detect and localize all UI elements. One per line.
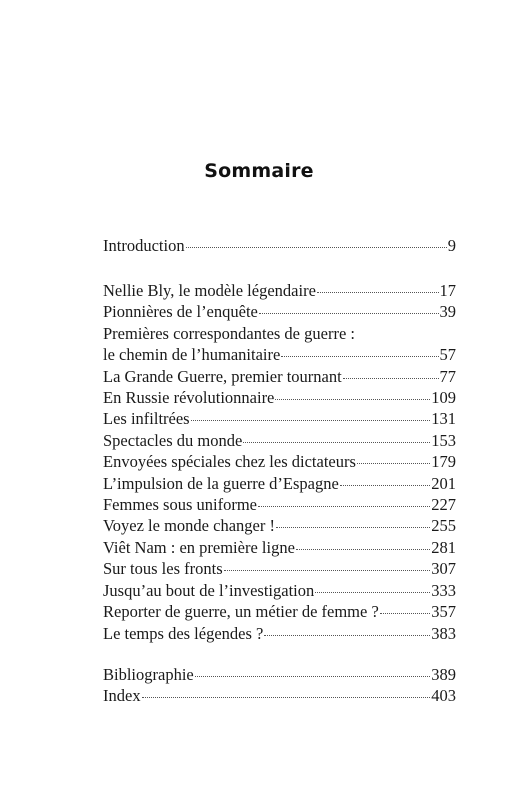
toc-entry-bibliographie xyxy=(103,664,456,685)
dot-leader xyxy=(317,292,439,293)
toc-entry-page: 403 xyxy=(431,686,456,706)
dot-leader xyxy=(259,313,439,314)
toc-entry-page: 109 xyxy=(431,388,456,408)
toc-entry-label: Nellie Bly, le modèle légendaire xyxy=(103,281,316,300)
toc-entry xyxy=(103,280,456,301)
toc-entry-page: 201 xyxy=(431,473,456,493)
toc-entry-label: La Grande Guerre, premier tournant xyxy=(103,366,342,386)
toc-entry xyxy=(103,473,456,494)
toc-entry xyxy=(103,387,456,408)
toc-entry xyxy=(103,601,456,622)
toc-entry-page: 17 xyxy=(439,281,456,300)
toc-entry-label-line1: Premières correspondantes de guerre : xyxy=(103,323,355,343)
toc-entry-label: Le temps des légendes ? xyxy=(103,623,264,643)
dot-leader xyxy=(243,442,430,443)
toc-entry xyxy=(103,408,456,429)
dot-leader xyxy=(195,676,431,677)
toc-entry-page: 281 xyxy=(431,537,456,557)
dot-leader xyxy=(315,592,430,593)
dot-leader xyxy=(224,570,431,571)
toc-entry xyxy=(103,580,456,601)
dot-leader xyxy=(343,378,439,379)
toc-entry-label: Femmes sous uniforme xyxy=(103,495,257,515)
toc-entry-label: Envoyées spéciales chez les dictateurs xyxy=(103,452,356,472)
toc-intro-group xyxy=(103,235,456,256)
toc-entry xyxy=(103,366,456,387)
dot-leader xyxy=(357,463,430,464)
toc-entry-label: Bibliographie xyxy=(103,665,194,684)
toc-entry xyxy=(103,344,456,365)
toc-entry-label: En Russie révolutionnaire xyxy=(103,388,275,408)
toc-chapters-group xyxy=(103,280,456,644)
toc-entry xyxy=(103,515,456,536)
toc-entry-page: 39 xyxy=(439,302,456,322)
toc-entry-page: 255 xyxy=(431,516,456,536)
dot-leader xyxy=(380,613,430,614)
dot-leader xyxy=(258,506,430,507)
dot-leader xyxy=(276,527,430,528)
toc-entry-page: 77 xyxy=(439,366,456,386)
toc-entry xyxy=(103,494,456,515)
toc-entry-page: 307 xyxy=(431,559,456,579)
dot-leader xyxy=(264,635,430,636)
toc-entry-label: L’impulsion de la guerre d’Espagne xyxy=(103,473,339,493)
toc-entry-page: 57 xyxy=(439,345,456,365)
toc-entry-label: Sur tous les fronts xyxy=(103,559,223,579)
dot-leader xyxy=(340,485,430,486)
toc-entry-page: 131 xyxy=(431,409,456,429)
dot-leader xyxy=(186,247,447,248)
toc-entry xyxy=(103,558,456,579)
toc-entry-label: le chemin de l’humanitaire xyxy=(103,345,281,365)
toc-entry-multiline xyxy=(103,323,456,366)
dot-leader xyxy=(142,697,431,698)
toc-entry-label: Viêt Nam : en première ligne xyxy=(103,537,295,557)
toc-entry-page: 383 xyxy=(431,623,456,643)
toc-entry-page: 227 xyxy=(431,495,456,515)
dot-leader xyxy=(191,420,431,421)
toc-entry xyxy=(103,451,456,472)
toc-entry-label: Jusqu’au bout de l’investigation xyxy=(103,580,315,600)
toc-entry-page: 179 xyxy=(431,452,456,472)
toc-entry xyxy=(103,537,456,558)
toc-entry-label: Introduction xyxy=(103,236,185,255)
dot-leader xyxy=(275,399,430,400)
toc-entry-page: 333 xyxy=(431,580,456,600)
toc-entry xyxy=(103,430,456,451)
toc-entry-page: 389 xyxy=(431,665,456,684)
toc-entry-introduction xyxy=(103,235,456,256)
toc-entry-label: Les infiltrées xyxy=(103,409,190,429)
toc-entry-label: Voyez le monde changer ! xyxy=(103,516,275,536)
toc-entry-label: Spectacles du monde xyxy=(103,430,243,450)
toc-entry-page: 9 xyxy=(447,236,456,255)
dot-leader xyxy=(281,356,438,357)
toc-back-matter-group xyxy=(103,664,456,707)
toc-entry xyxy=(103,623,456,644)
dot-leader xyxy=(296,549,430,550)
toc-entry-page: 357 xyxy=(431,602,456,622)
page-title: Sommaire xyxy=(204,160,314,182)
toc-entry-label: Pionnières de l’enquête xyxy=(103,302,258,322)
toc-entry-label: Index xyxy=(103,686,141,706)
toc-entry-page: 153 xyxy=(431,430,456,450)
toc-entry-index xyxy=(103,685,456,706)
toc-entry xyxy=(103,301,456,322)
toc-entry-label: Reporter de guerre, un métier de femme ? xyxy=(103,602,379,622)
